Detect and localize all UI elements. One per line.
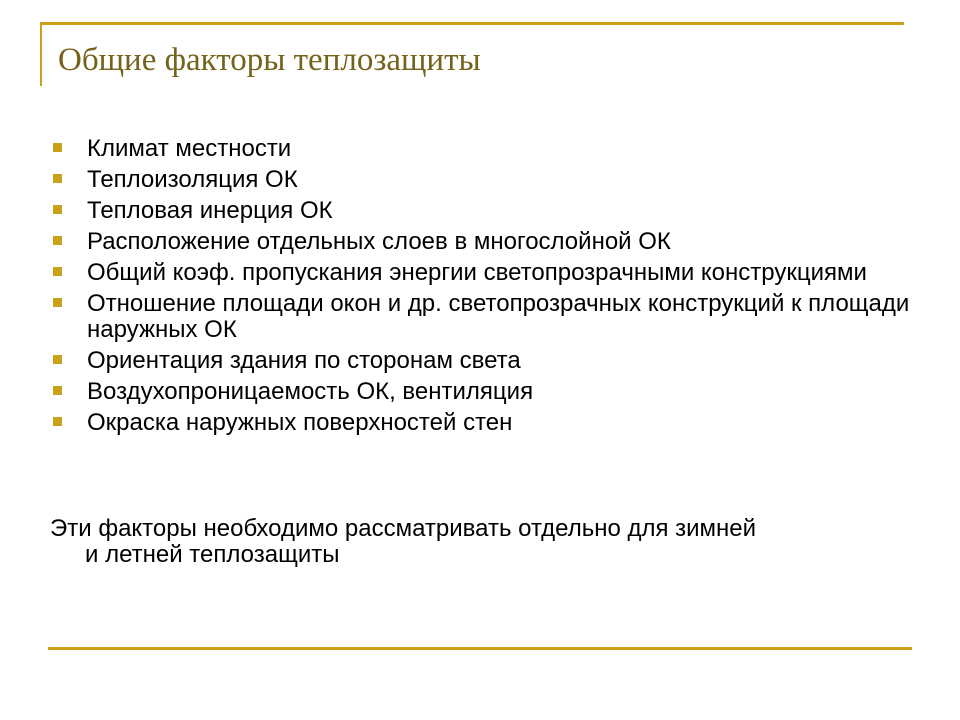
list-item bbox=[50, 379, 910, 405]
slide-title: Общие факторы теплозащиты bbox=[58, 42, 481, 78]
summary-note-line-2: и летней теплозащиты bbox=[85, 541, 340, 568]
square-bullet-icon bbox=[53, 417, 62, 426]
list-item bbox=[50, 291, 910, 343]
list-item-text: Отношение площади окон и др. светопрозрачных конструкций к площади наружных ОК bbox=[87, 290, 910, 343]
list-item-text: Тепловая инерция ОК bbox=[87, 197, 333, 224]
square-bullet-icon bbox=[53, 386, 62, 395]
list-item-text: Окраска наружных поверхностей стен bbox=[87, 409, 513, 436]
title-left-divider bbox=[40, 22, 42, 86]
factor-list bbox=[50, 136, 910, 441]
square-bullet-icon bbox=[53, 143, 62, 152]
list-item bbox=[50, 229, 910, 255]
list-item-text: Климат местности bbox=[87, 135, 292, 162]
list-item bbox=[50, 260, 910, 286]
top-divider bbox=[40, 22, 904, 25]
list-item bbox=[50, 198, 910, 224]
list-item-text: Расположение отдельных слоев в многослойной ОК bbox=[87, 228, 671, 255]
list-item bbox=[50, 136, 910, 162]
list-item bbox=[50, 167, 910, 193]
list-item bbox=[50, 410, 910, 436]
bottom-divider bbox=[48, 647, 912, 650]
square-bullet-icon bbox=[53, 355, 62, 364]
summary-note bbox=[50, 516, 890, 568]
square-bullet-icon bbox=[53, 174, 62, 183]
square-bullet-icon bbox=[53, 205, 62, 214]
list-item-text: Теплоизоляция ОК bbox=[87, 166, 298, 193]
square-bullet-icon bbox=[53, 236, 62, 245]
list-item bbox=[50, 348, 910, 374]
square-bullet-icon bbox=[53, 298, 62, 307]
summary-note-line-1: Эти факторы необходимо рассматривать отдельно для зимней bbox=[50, 515, 757, 542]
list-item-text: Воздухопроницаемость ОК, вентиляция bbox=[87, 378, 534, 405]
list-item-text: Ориентация здания по сторонам света bbox=[87, 347, 521, 374]
list-item-text: Общий коэф. пропускания энергии светопрозрачными конструкциями bbox=[87, 259, 867, 286]
square-bullet-icon bbox=[53, 267, 62, 276]
